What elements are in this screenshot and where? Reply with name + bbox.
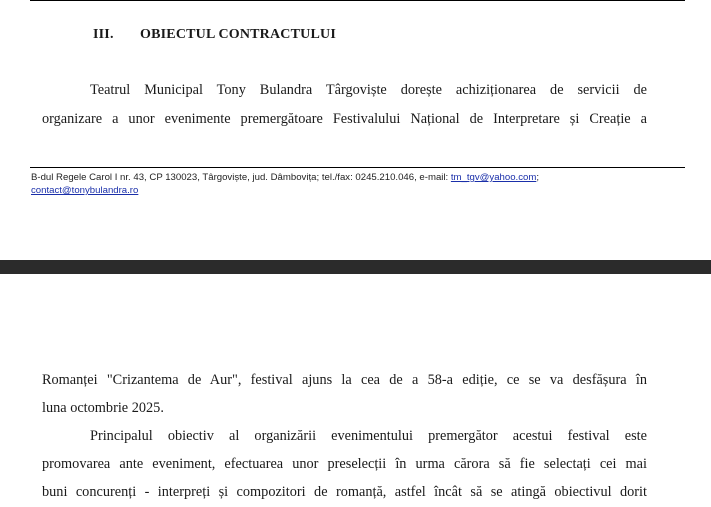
- paragraph-line: Principalul obiectiv al organizării evenimentului premergător acestui festival este: [90, 428, 647, 444]
- page-footer: [31, 171, 681, 197]
- email-link-contact[interactable]: contact@tonybulandra.ro: [31, 185, 139, 196]
- section-heading: [93, 27, 336, 43]
- paragraph-line: buni concurenți - interpreți și compozitori de romanță, astfel încât să se atingă obiectivul dorit: [42, 484, 647, 500]
- paragraph-line: organizare a unor evenimente premergătoare Festivalului Național de Interpretare și Creație a: [42, 111, 647, 127]
- top-rule: [30, 0, 685, 1]
- paragraph-line: Romanței "Crizantema de Aur", festival ajuns la cea de a 58-a ediție, ce se va desfășura în: [42, 372, 647, 388]
- footer-divider: [30, 167, 685, 168]
- section-title: OBIECTUL CONTRACTULUI: [140, 27, 336, 42]
- page-separator: [0, 260, 711, 274]
- footer-separator: ;: [536, 172, 540, 183]
- footer-address: B-dul Regele Carol I nr. 43, CP 130023, Târgoviște, jud. Dâmbovița; tel./fax: 0245.210.046, e-mail:: [31, 172, 451, 183]
- paragraph-line: luna octombrie 2025.: [42, 400, 164, 416]
- paragraph-line: Teatrul Municipal Tony Bulandra Târgoviște dorește achiziționarea de servicii de: [90, 82, 647, 98]
- paragraph-line: promovarea ante eveniment, efectuarea unor preselecții în urma cărora să fie selectați cei mai: [42, 456, 647, 472]
- document-page-bottom: [0, 274, 711, 507]
- email-link-primary[interactable]: tm_tgv@yahoo.com: [450, 172, 537, 183]
- section-number: III.: [93, 27, 114, 42]
